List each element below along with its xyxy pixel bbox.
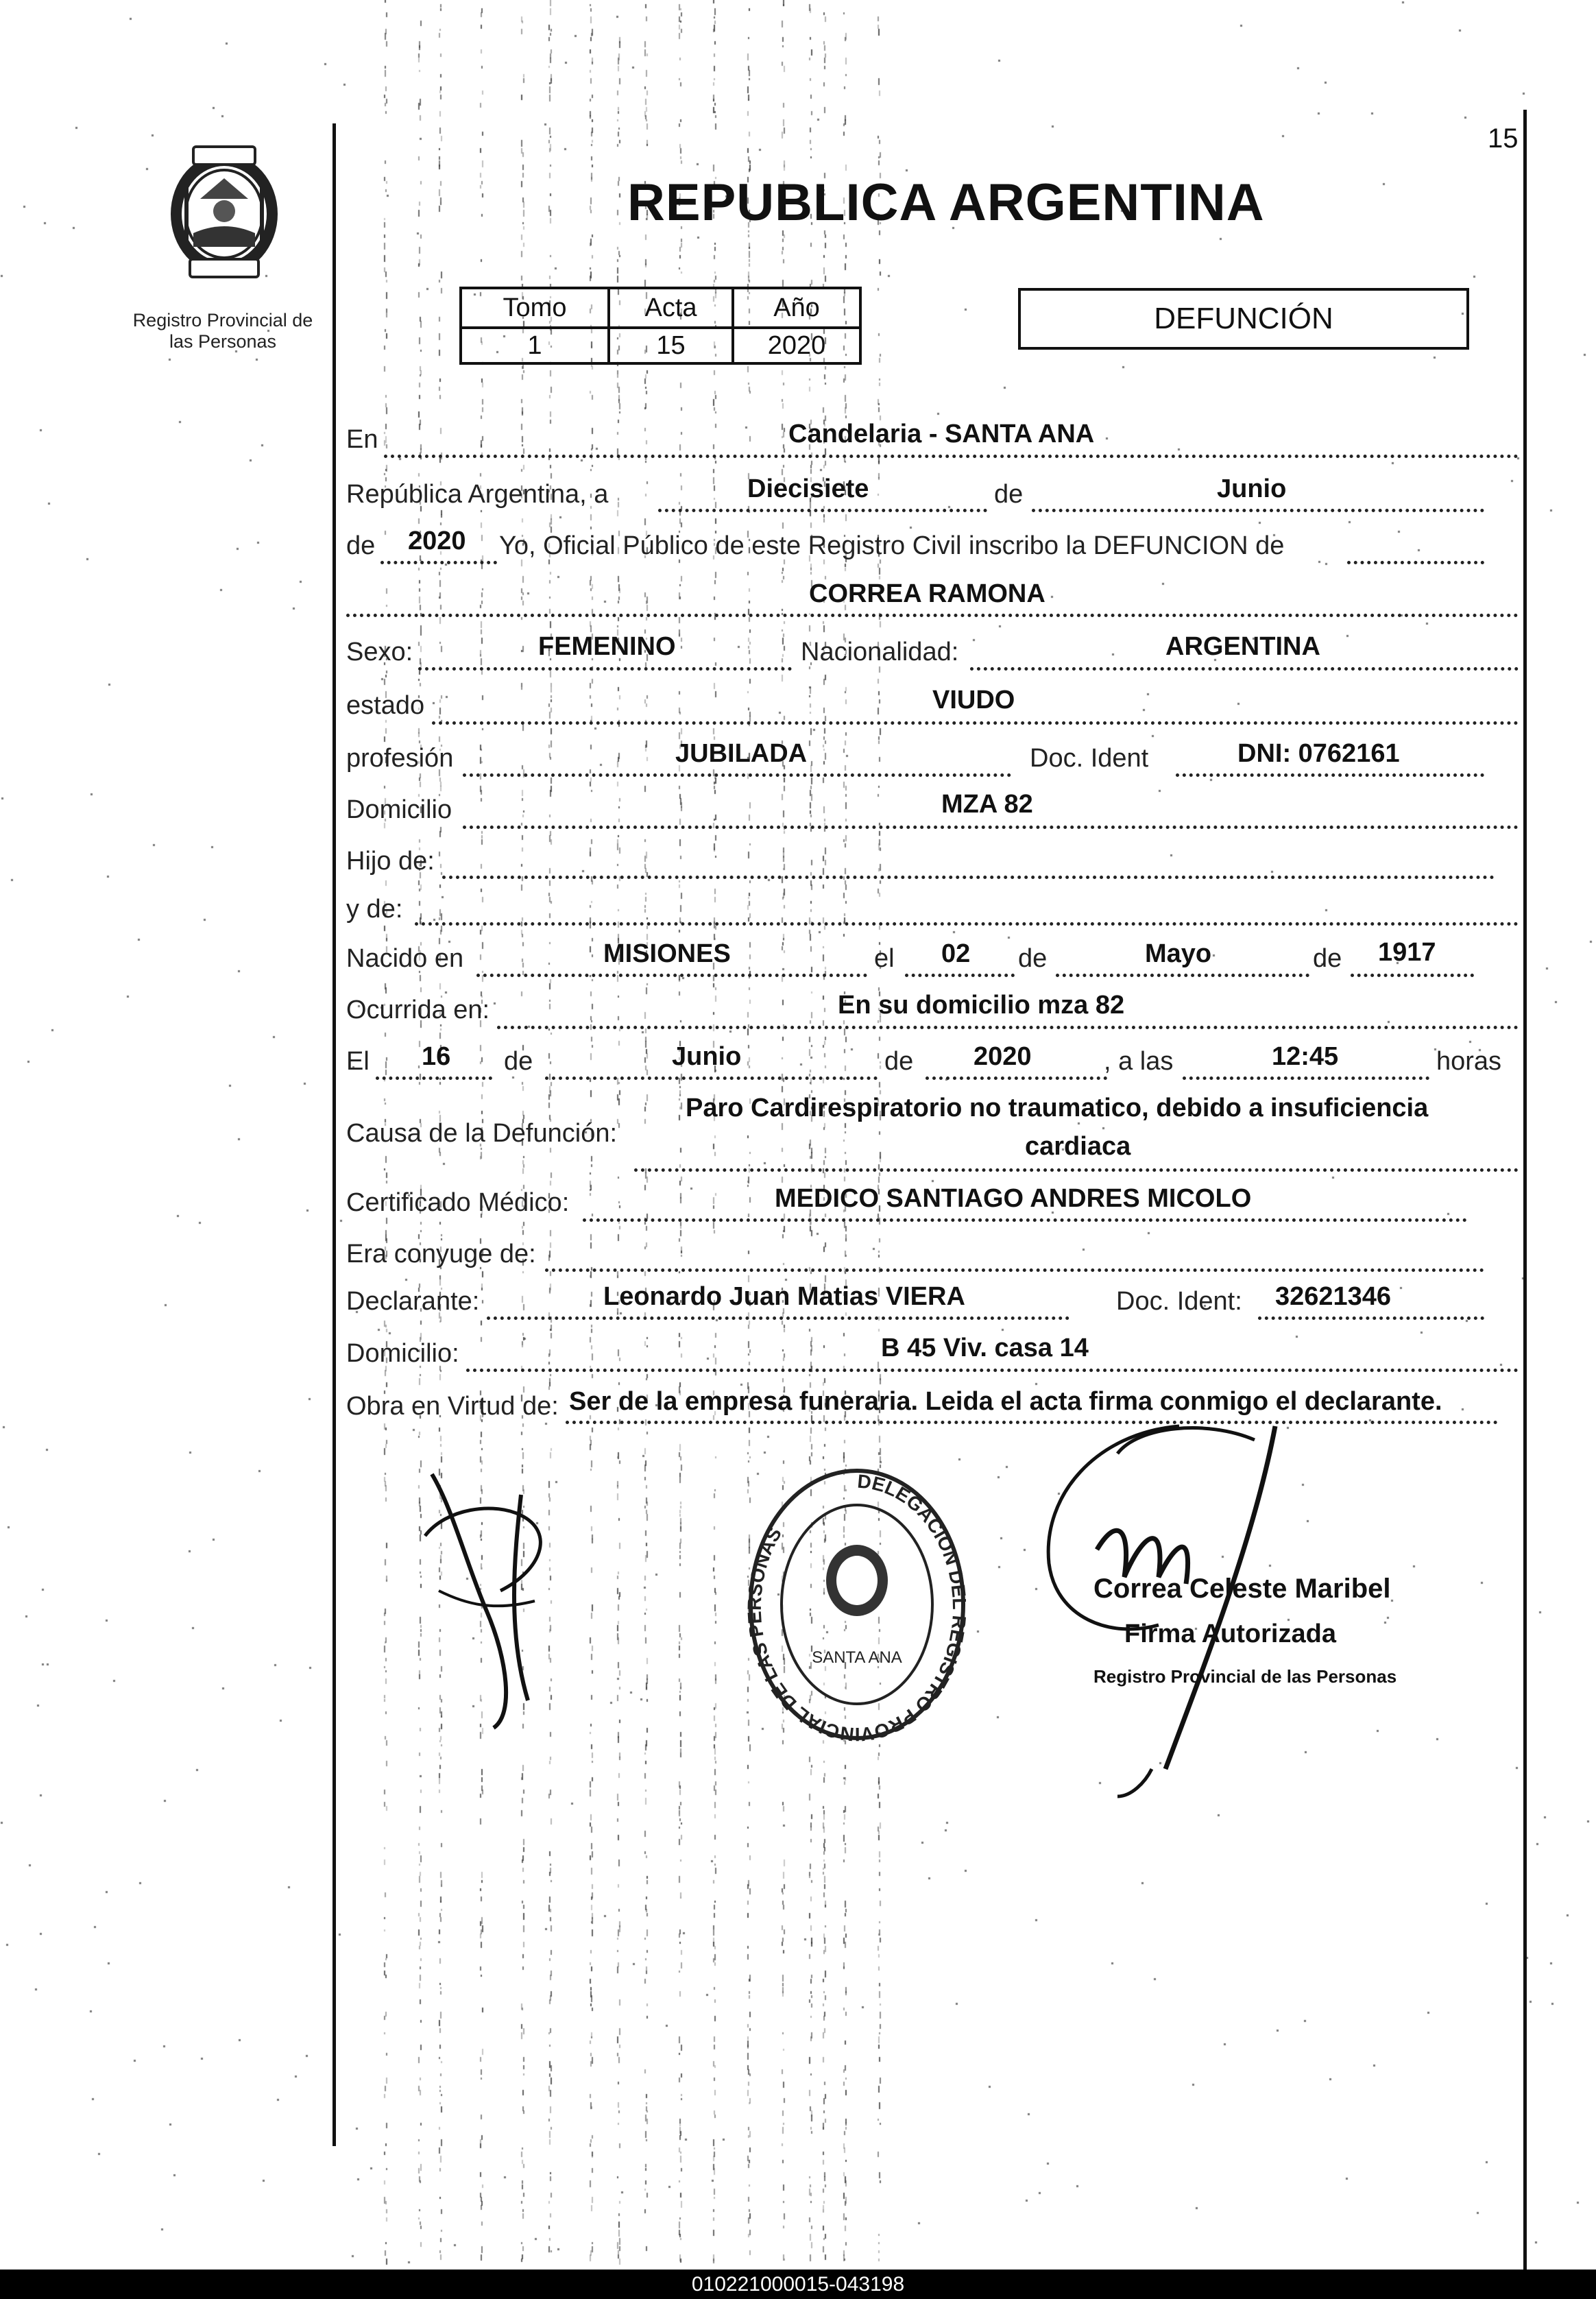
statement-line xyxy=(1347,561,1484,564)
day-words: Diecisiete xyxy=(747,474,869,503)
en-value: Candelaria - SANTA ANA xyxy=(788,420,1095,448)
signer-role: Firma Autorizada xyxy=(1124,1620,1336,1648)
signer-org: Registro Provincial de las Personas xyxy=(1093,1666,1397,1687)
y-de-line xyxy=(415,922,1519,926)
nacido-label: Nacido en xyxy=(346,944,464,973)
birth-de1: de xyxy=(1018,944,1048,973)
acta-value: 15 xyxy=(609,328,733,363)
signer-name: Correa Celeste Maribel xyxy=(1093,1574,1391,1604)
horas-label: horas xyxy=(1436,1047,1502,1076)
left-border-line xyxy=(332,123,336,2146)
republica-label: República Argentina, a xyxy=(346,480,609,509)
profesion-value: JUBILADA xyxy=(675,739,808,768)
tomo-value: 1 xyxy=(461,328,609,363)
el-label: el xyxy=(874,944,895,973)
year-prefix: de xyxy=(346,531,376,560)
doc-ident-label: Doc. Ident xyxy=(1030,744,1149,773)
month-value: Junio xyxy=(1217,474,1287,503)
y-de-label: y de: xyxy=(346,895,403,924)
domicilio2-value: B 45 Viv. casa 14 xyxy=(881,1334,1089,1362)
ocurrida-value: En su domicilio mza 82 xyxy=(838,991,1125,1020)
death-de2: de xyxy=(884,1047,914,1076)
name-line xyxy=(346,614,1519,617)
declarante-doc-label: Doc. Ident: xyxy=(1116,1287,1242,1316)
obra-label: Obra en Virtud de: xyxy=(346,1392,559,1421)
hijo-line xyxy=(442,876,1495,879)
domicilio2-label: Domicilio: xyxy=(346,1339,459,1368)
causa-line2: cardiaca xyxy=(1025,1132,1131,1161)
death-month-line xyxy=(545,1076,878,1080)
doc-ident-line xyxy=(1176,773,1484,777)
causa-line1: Paro Cardirespiratorio no traumatico, debido a insuficiencia xyxy=(686,1094,1429,1122)
record-box xyxy=(459,287,862,365)
birth-day: 02 xyxy=(941,939,971,968)
deceased-name: CORREA RAMONA xyxy=(809,579,1045,608)
death-el-label: El xyxy=(346,1047,370,1076)
country-title: REPUBLICA ARGENTINA xyxy=(627,173,1265,232)
domicilio2-line xyxy=(466,1369,1519,1372)
stamp-inner-text: SANTA ANA xyxy=(812,1648,902,1667)
conyuge-line xyxy=(545,1268,1484,1272)
domicilio-label: Domicilio xyxy=(346,795,452,824)
profesion-line xyxy=(463,773,1011,777)
death-day: 16 xyxy=(422,1042,451,1071)
issuer-name: Registro Provincial de las Personas xyxy=(132,310,313,352)
document-type: DEFUNCIÓN xyxy=(1018,288,1469,350)
death-time-line xyxy=(1183,1076,1429,1080)
birth-de2: de xyxy=(1313,944,1342,973)
nacido-line xyxy=(476,974,867,977)
birth-year: 1917 xyxy=(1378,938,1436,967)
year-line xyxy=(380,561,497,564)
birth-year-line xyxy=(1351,974,1474,977)
death-day-line xyxy=(376,1076,492,1080)
death-year-line xyxy=(926,1076,1107,1080)
birth-day-line xyxy=(905,974,1015,977)
domicilio-value: MZA 82 xyxy=(941,790,1033,819)
estado-line xyxy=(432,721,1519,725)
death-year: 2020 xyxy=(974,1042,1032,1071)
anio-header: Año xyxy=(733,288,860,328)
certificado-label: Certificado Médico: xyxy=(346,1188,570,1217)
sexo-label: Sexo: xyxy=(346,638,413,666)
nacionalidad-line xyxy=(970,667,1519,671)
doc-ident-value: DNI: 0762161 xyxy=(1237,739,1400,768)
a-las-label: , a las xyxy=(1104,1047,1174,1076)
declarante-line xyxy=(487,1316,1069,1320)
en-line xyxy=(384,455,1519,458)
causa-label: Causa de la Defunción: xyxy=(346,1119,618,1148)
death-month: Junio xyxy=(672,1042,742,1071)
page-number: 15 xyxy=(1488,123,1519,154)
acta-header: Acta xyxy=(609,288,733,328)
stamp-ring-text: DELEGACION DEL REGISTRO PROVINCIAL DE LAS PERSONAS xyxy=(744,1470,970,1746)
registry-stamp xyxy=(744,1457,970,1752)
sexo-value: FEMENINO xyxy=(538,632,676,661)
death-time: 12:45 xyxy=(1272,1042,1339,1071)
en-label: En xyxy=(346,425,378,454)
anio-value: 2020 xyxy=(733,328,860,363)
day-line xyxy=(658,509,987,512)
certificado-value: MEDICO SANTIAGO ANDRES MICOLO xyxy=(775,1184,1252,1213)
nacido-value: MISIONES xyxy=(603,939,731,968)
declarante-label: Declarante: xyxy=(346,1287,480,1316)
obra-value: Ser de la empresa funeraria. Leida el acta firma conmigo el declarante. xyxy=(569,1387,1442,1416)
declarante-doc-line xyxy=(1258,1316,1484,1320)
declarante-doc-value: 32621346 xyxy=(1275,1282,1392,1311)
profesion-label: profesión xyxy=(346,744,454,773)
birth-month: Mayo xyxy=(1145,939,1212,968)
right-border-line xyxy=(1523,110,1527,2270)
domicilio-line xyxy=(463,826,1519,829)
nacionalidad-label: Nacionalidad: xyxy=(801,638,959,666)
province-seal xyxy=(159,137,289,285)
official-signature xyxy=(1028,1412,1316,1810)
ocurrida-line xyxy=(497,1026,1519,1029)
hijo-label: Hijo de: xyxy=(346,847,435,876)
estado-label: estado xyxy=(346,691,425,720)
death-de1: de xyxy=(504,1047,533,1076)
birth-month-line xyxy=(1056,974,1309,977)
certificado-line xyxy=(583,1218,1467,1222)
ocurrida-label: Ocurrida en: xyxy=(346,996,490,1024)
declarante-value: Leonardo Juan Matias VIERA xyxy=(603,1282,965,1311)
de-label: de xyxy=(994,480,1024,509)
declarant-signature xyxy=(411,1454,590,1742)
year-value: 2020 xyxy=(408,527,466,555)
estado-value: VIUDO xyxy=(932,686,1015,714)
tomo-header: Tomo xyxy=(461,288,609,328)
month-line xyxy=(1032,509,1484,512)
statement-text: Yo, Oficial Público de este Registro Civil inscribo la DEFUNCION de xyxy=(499,531,1285,560)
conyuge-label: Era conyuge de: xyxy=(346,1240,536,1268)
sexo-line xyxy=(418,667,792,671)
nacionalidad-value: ARGENTINA xyxy=(1165,632,1320,661)
causa-line xyxy=(634,1168,1519,1172)
footer-code: 010221000015-043198 xyxy=(0,2270,1596,2299)
